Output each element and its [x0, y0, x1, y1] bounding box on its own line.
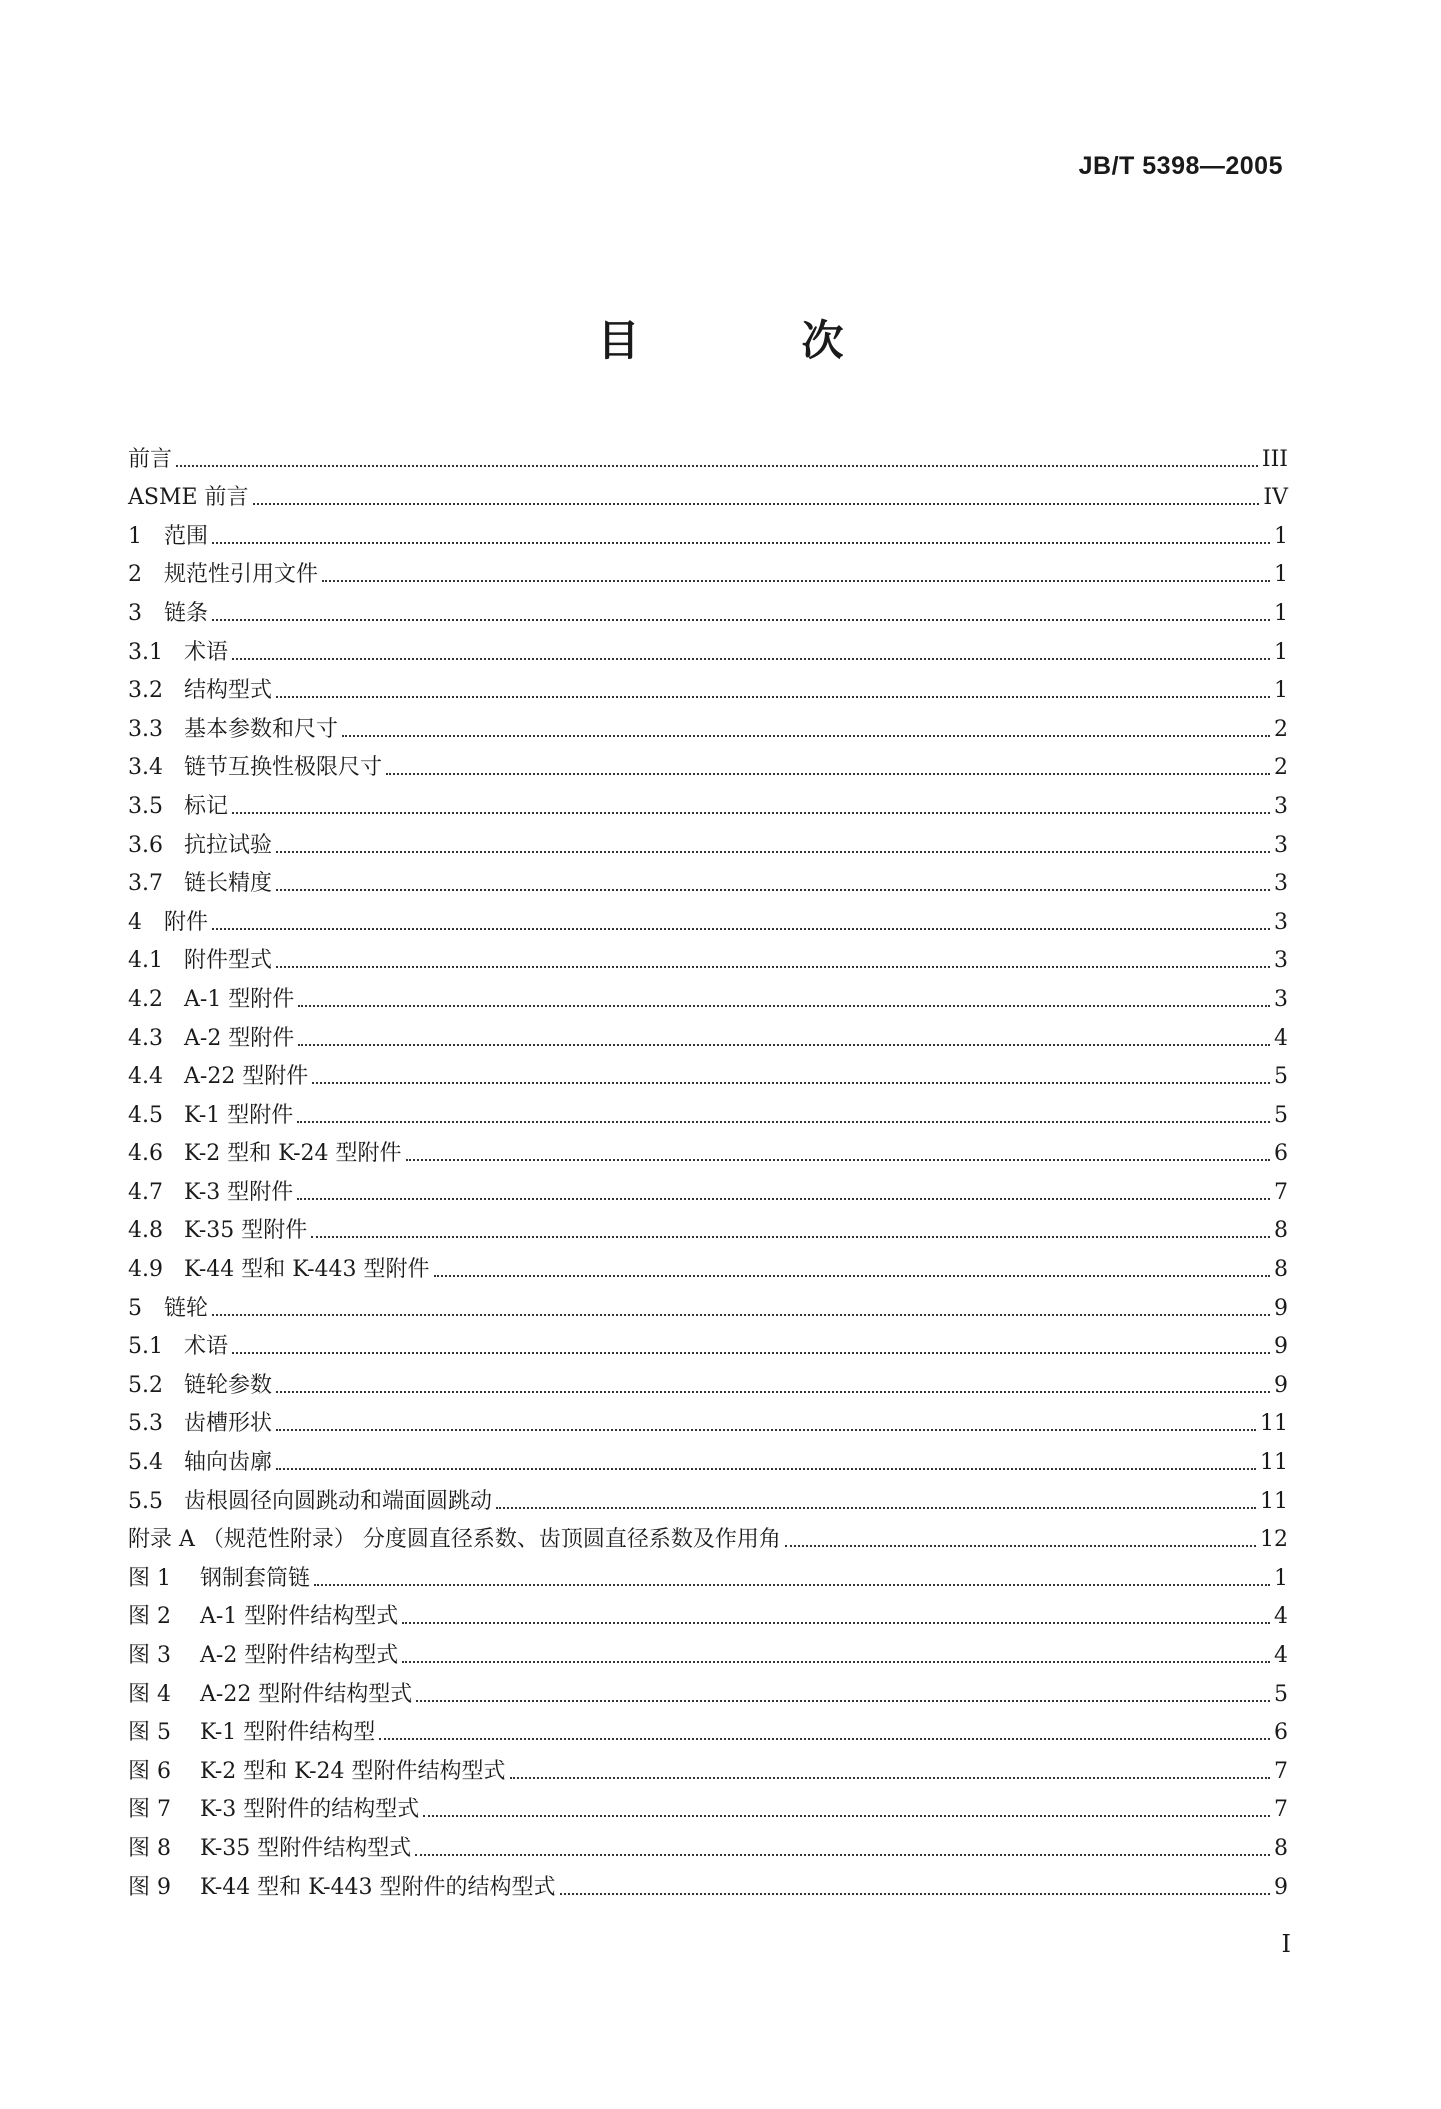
dot-leader: [297, 1198, 1270, 1200]
toc-entry[interactable]: [128, 434, 1288, 473]
toc-entry-label: K-2 型和 K-24 型附件: [184, 1141, 402, 1167]
toc-entry-page: 3: [1274, 986, 1288, 1012]
toc-entry[interactable]: [128, 511, 1288, 550]
toc-entry-number: 图 6: [128, 1758, 171, 1784]
toc-entry-page: 6: [1274, 1141, 1288, 1167]
toc-entry-label: K-44 型和 K-443 型附件: [184, 1257, 430, 1283]
toc-entry-number: 2: [128, 562, 142, 588]
toc-entry-number: 5.4: [128, 1450, 163, 1476]
toc-entry-label: 附件: [164, 909, 209, 935]
toc-entry-page: 1: [1274, 639, 1288, 665]
toc-entry-page: 1: [1274, 523, 1288, 549]
toc-entry[interactable]: [128, 588, 1288, 627]
toc-entry[interactable]: [128, 820, 1288, 859]
toc-entry-label: K-35 型附件: [184, 1218, 308, 1244]
toc-entry-page: 9: [1274, 1372, 1288, 1398]
dot-leader: [276, 1429, 1256, 1431]
dot-leader: [253, 503, 1260, 505]
toc-entry[interactable]: [128, 1785, 1288, 1824]
toc-entry[interactable]: [128, 1013, 1288, 1052]
toc-entry-label: 前言: [128, 446, 173, 472]
toc-entry[interactable]: [128, 1862, 1288, 1901]
toc-entry-label: 链轮参数: [184, 1372, 273, 1398]
toc-entry-number: 4.9: [128, 1257, 163, 1283]
toc-entry[interactable]: [128, 1437, 1288, 1476]
dot-leader: [386, 773, 1270, 775]
toc-entry[interactable]: [128, 1476, 1288, 1515]
toc-entry-page: 3: [1274, 832, 1288, 858]
toc-entry-page: 8: [1274, 1257, 1288, 1283]
toc-entry-label: 术语: [184, 1334, 229, 1360]
dot-leader: [176, 465, 1258, 467]
toc-entry-number: 图 1: [128, 1565, 171, 1591]
toc-entry-label: 范围: [164, 523, 209, 549]
dot-leader: [297, 1121, 1270, 1123]
toc-entry-page: 1: [1274, 1565, 1288, 1591]
dot-leader: [276, 1391, 1270, 1393]
toc-entry[interactable]: [128, 1167, 1288, 1206]
toc-entry-number: 4.3: [128, 1025, 163, 1051]
toc-entry-page: 5: [1274, 1681, 1288, 1707]
toc-entry-number: 5.5: [128, 1488, 163, 1514]
dot-leader: [402, 1622, 1270, 1624]
toc-entry-page: 4: [1274, 1025, 1288, 1051]
dot-leader: [212, 619, 1270, 621]
toc-entry-number: 3.3: [128, 716, 163, 742]
toc-entry-number: 5: [128, 1295, 142, 1321]
toc-entry-page: 5: [1274, 1102, 1288, 1128]
dot-leader: [416, 1700, 1270, 1702]
toc-entry-page: 5: [1274, 1064, 1288, 1090]
toc-entry[interactable]: [128, 1360, 1288, 1399]
toc-entry[interactable]: [128, 743, 1288, 782]
toc-entry[interactable]: [128, 781, 1288, 820]
toc-entry-label: 齿槽形状: [184, 1411, 273, 1437]
toc-entry-number: 3.1: [128, 639, 163, 665]
toc-entry-label: 规范性引用文件: [164, 562, 319, 588]
toc-entry-page: 9: [1274, 1874, 1288, 1900]
toc-entry[interactable]: [128, 1052, 1288, 1091]
dot-leader: [560, 1893, 1270, 1895]
toc-entry[interactable]: [128, 936, 1288, 975]
dot-leader: [232, 812, 1270, 814]
toc-entry-number: 图 7: [128, 1797, 171, 1823]
toc-entry[interactable]: [128, 704, 1288, 743]
toc-entry-page: 11: [1260, 1450, 1288, 1476]
toc-entry-page: 2: [1274, 755, 1288, 781]
toc-entry-label: 钢制套筒链: [200, 1565, 311, 1591]
toc-entry-label: K-3 型附件的结构型式: [200, 1797, 420, 1823]
dot-leader: [510, 1777, 1270, 1779]
dot-leader: [415, 1854, 1270, 1856]
toc-entry-page: 8: [1274, 1835, 1288, 1861]
toc-entry-page: 2: [1274, 716, 1288, 742]
toc-title: 目 次: [597, 316, 904, 365]
toc-entry-label: 结构型式: [184, 678, 273, 704]
toc-entry-page: 1: [1274, 678, 1288, 704]
toc-entry-label: ASME 前言: [128, 485, 249, 511]
toc-entry-number: 3.7: [128, 871, 163, 897]
toc-entry-page: 7: [1274, 1179, 1288, 1205]
dot-leader: [232, 658, 1270, 660]
dot-leader: [406, 1159, 1270, 1161]
dot-leader: [322, 580, 1270, 582]
toc-entry-page: 9: [1274, 1334, 1288, 1360]
toc-entry[interactable]: [128, 1553, 1288, 1592]
toc-entry-number: 图 2: [128, 1604, 171, 1630]
toc-entry-label: 附录 A （规范性附录） 分度圆直径系数、齿顶圆直径系数及作用角: [128, 1527, 781, 1553]
dot-leader: [434, 1275, 1270, 1277]
toc-entry-page: IV: [1263, 485, 1288, 511]
toc-entry-label: 术语: [184, 639, 229, 665]
toc-entry[interactable]: [128, 1244, 1288, 1283]
toc-entry-label: A-22 型附件: [184, 1064, 309, 1090]
toc-entry-page: 3: [1274, 793, 1288, 819]
toc-entry-label: 链节互换性极限尺寸: [184, 755, 383, 781]
toc-entry-number: 图 5: [128, 1720, 171, 1746]
toc-entry-number: 4.1: [128, 948, 163, 974]
toc-entry-number: 4.2: [128, 986, 163, 1012]
toc-entry-page: 11: [1260, 1411, 1288, 1437]
toc-entry-number: 1: [128, 523, 142, 549]
dot-leader: [276, 851, 1270, 853]
toc-entry-number: 图 8: [128, 1835, 171, 1861]
toc-entry-label: 附件型式: [184, 948, 273, 974]
toc-entry-label: K-2 型和 K-24 型附件结构型式: [200, 1758, 506, 1784]
toc-entry[interactable]: [128, 1322, 1288, 1361]
toc-entry[interactable]: [128, 897, 1288, 936]
toc-entry-label: A-1 型附件: [184, 986, 295, 1012]
toc-entry-number: 4.7: [128, 1179, 163, 1205]
toc-entry[interactable]: [128, 1630, 1288, 1669]
toc-entry[interactable]: [128, 627, 1288, 666]
toc-entry[interactable]: [128, 1206, 1288, 1245]
toc-entry-label: 标记: [184, 793, 229, 819]
toc-entry-page: 3: [1274, 871, 1288, 897]
toc-entry[interactable]: [128, 974, 1288, 1013]
dot-leader: [402, 1661, 1270, 1663]
toc-entry-number: 4.6: [128, 1141, 163, 1167]
toc-entry-label: 抗拉试验: [184, 832, 273, 858]
toc-entry-label: 轴向齿廓: [184, 1450, 273, 1476]
toc-entry[interactable]: [128, 666, 1288, 705]
dot-leader: [212, 542, 1270, 544]
toc-entry-page: 8: [1274, 1218, 1288, 1244]
toc-entry-label: A-2 型附件结构型式: [200, 1643, 399, 1668]
toc-entry-page: 6: [1274, 1720, 1288, 1746]
toc-entry[interactable]: [128, 1129, 1288, 1168]
toc-entry[interactable]: [128, 550, 1288, 589]
dot-leader: [212, 928, 1270, 930]
toc-entry[interactable]: [128, 1669, 1288, 1708]
toc-entry[interactable]: [128, 1708, 1288, 1747]
dot-leader: [312, 1082, 1270, 1084]
toc-entry-label: K-35 型附件结构型式: [200, 1835, 412, 1861]
toc-entry-page: 7: [1274, 1758, 1288, 1784]
toc-entry-page: 7: [1274, 1797, 1288, 1823]
table-of-contents: [128, 434, 1288, 1901]
toc-entry[interactable]: [128, 1515, 1288, 1554]
toc-entry-number: 5.2: [128, 1372, 163, 1398]
toc-entry-label: 链长精度: [184, 871, 273, 897]
toc-entry-number: 3.5: [128, 793, 163, 819]
dot-leader: [496, 1507, 1256, 1509]
toc-entry-page: 3: [1274, 948, 1288, 974]
standard-code: JB/T 5398—2005: [1078, 152, 1283, 180]
toc-entry-number: 3.2: [128, 678, 163, 704]
toc-entry-number: 4.4: [128, 1064, 163, 1090]
toc-entry[interactable]: [128, 1399, 1288, 1438]
toc-entry-label: K-44 型和 K-443 型附件的结构型式: [200, 1874, 556, 1900]
toc-entry-number: 5.3: [128, 1411, 163, 1437]
toc-entry-number: 4.8: [128, 1218, 163, 1244]
toc-entry-number: 4.5: [128, 1102, 163, 1128]
dot-leader: [311, 1236, 1270, 1238]
toc-entry-label: 链条: [164, 600, 209, 626]
toc-entry-number: 4: [128, 909, 142, 935]
dot-leader: [276, 696, 1270, 698]
toc-entry-number: 3: [128, 600, 142, 626]
toc-entry-label: A-1 型附件结构型式: [200, 1604, 399, 1630]
dot-leader: [276, 966, 1270, 968]
toc-entry-label: 齿根圆径向圆跳动和端面圆跳动: [184, 1488, 493, 1514]
toc-entry-page: 12: [1260, 1527, 1288, 1553]
toc-entry-number: 3.4: [128, 755, 163, 781]
toc-entry-number: 图 4: [128, 1681, 171, 1707]
dot-leader: [379, 1738, 1270, 1740]
toc-entry-number: 5.1: [128, 1334, 163, 1360]
toc-entry-page: 1: [1274, 562, 1288, 588]
toc-entry-page: 9: [1274, 1295, 1288, 1321]
toc-entry-page: 4: [1274, 1604, 1288, 1630]
dot-leader: [298, 1005, 1270, 1007]
toc-entry[interactable]: [128, 1090, 1288, 1129]
toc-entry-page: 11: [1260, 1488, 1288, 1514]
dot-leader: [423, 1815, 1270, 1817]
dot-leader: [276, 889, 1270, 891]
toc-entry-label: 基本参数和尺寸: [184, 716, 339, 742]
toc-entry-label: A-22 型附件结构型式: [200, 1681, 413, 1707]
toc-entry-number: 3.6: [128, 832, 163, 858]
dot-leader: [232, 1352, 1270, 1354]
page-number: I: [1281, 1930, 1291, 1958]
toc-entry-number: 图 3: [128, 1643, 171, 1668]
toc-entry-label: K-1 型附件: [184, 1102, 294, 1128]
dot-leader: [298, 1044, 1270, 1046]
toc-entry-label: A-2 型附件: [184, 1025, 295, 1051]
dot-leader: [785, 1545, 1256, 1547]
toc-entry-number: 图 9: [128, 1874, 171, 1900]
dot-leader: [342, 735, 1270, 737]
toc-entry-page: 3: [1274, 909, 1288, 935]
dot-leader: [276, 1468, 1256, 1470]
toc-entry[interactable]: [128, 1823, 1288, 1862]
toc-entry-label: K-3 型附件: [184, 1179, 294, 1205]
toc-entry[interactable]: [128, 1283, 1288, 1322]
toc-entry-label: K-1 型附件结构型: [200, 1720, 376, 1746]
toc-entry-page: 1: [1274, 600, 1288, 626]
toc-entry-label: 链轮: [164, 1295, 209, 1321]
dot-leader: [314, 1584, 1270, 1586]
toc-entry-page: 4: [1274, 1643, 1288, 1668]
toc-entry[interactable]: [128, 1746, 1288, 1785]
dot-leader: [212, 1314, 1270, 1316]
toc-entry[interactable]: [128, 1592, 1288, 1631]
toc-entry-page: III: [1261, 446, 1288, 472]
toc-entry[interactable]: [128, 859, 1288, 898]
toc-entry[interactable]: [128, 473, 1288, 512]
